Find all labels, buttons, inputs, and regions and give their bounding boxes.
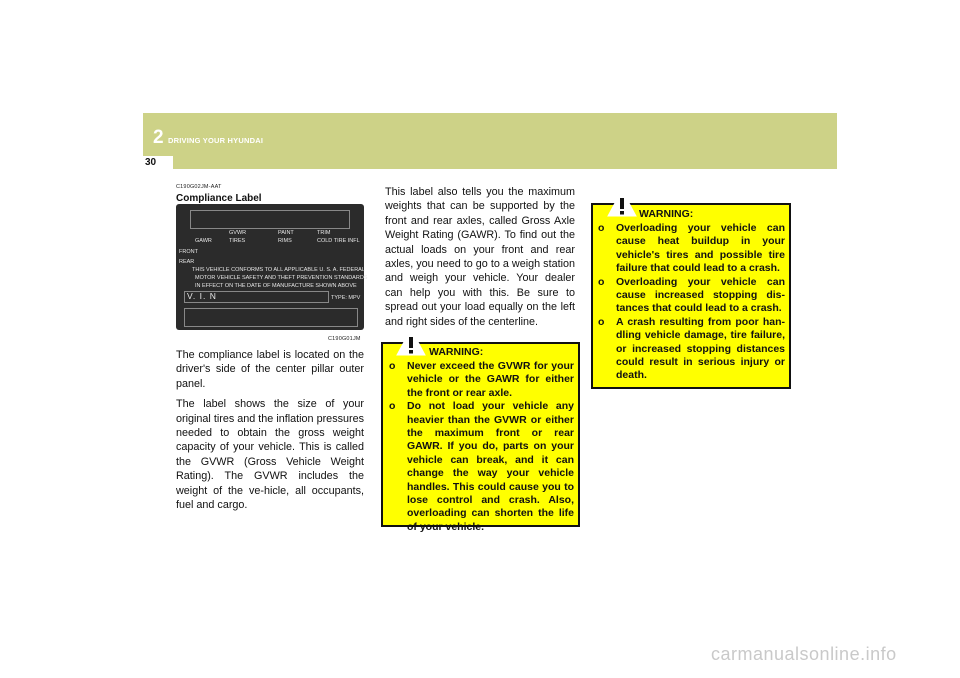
- label-col-paint: PAINT: [278, 230, 294, 236]
- warning-item: o Do not load your vehicle any heavier than the GVWR or either the maximum front or rear GAWR. If you do, parts on your vehicle can break, and it can change the way your vehicle handles. This could cause you to lose control and crash. Also, overloading can shorten the life of your vehicle.: [389, 400, 574, 533]
- warning-list-overloading: [598, 222, 785, 383]
- label-row-rear: REAR: [179, 259, 195, 265]
- watermark: carmanualsonline.info: [711, 644, 897, 664]
- label-row-gawr: GAWR: [195, 238, 212, 244]
- warning-item: o A crash resulting from poor han-dling vehicle damage, tire failure, or increased stopping distances could result in serious injury or death.: [598, 315, 785, 382]
- bullet-icon: o: [598, 315, 605, 328]
- warning-list-axle: [389, 360, 574, 534]
- image-code: C190G01JM: [328, 336, 361, 342]
- vin-label: V. I. N: [187, 291, 217, 301]
- label-col-cold-tire: COLD TIRE INFL: [317, 238, 360, 244]
- compliance-label-image: [176, 204, 368, 330]
- label-col-rims: RIMS: [278, 238, 292, 244]
- warning-box-axle: [381, 342, 580, 533]
- warning-triangle-icon: [607, 189, 637, 217]
- label-col-trim: TRIM: [317, 230, 331, 236]
- section-title: Compliance Label: [176, 193, 262, 204]
- bullet-icon: o: [389, 360, 396, 372]
- left-paragraph-1: The compliance label is located on the driver's side of the center pillar outer panel.: [176, 349, 364, 390]
- middle-paragraph-1: This label also tells you the maximum weights that can be supported by the front and rear axles, called Gross Axle Weight Rating (GAWR). To find out the actual loads on your front and rear axles, you need to go to a weigh station and weigh your vehicle. Your dealer can help you with this. Be sure to spread out your load equally on the left and right sides of the centerline.: [385, 186, 575, 328]
- label-bottom-box: [184, 308, 358, 327]
- warning-item: o Overloading your vehicle can cause increased stopping dis-tances that could lead to a crash.: [598, 275, 785, 315]
- warning-triangle-icon: [396, 328, 426, 356]
- warning-box-overloading: [591, 203, 791, 389]
- chapter-number: 2: [153, 127, 164, 148]
- left-paragraph-2: The label shows the size of your original tires and the inflation pressures needed to obtain the gross weight capacity of your vehicle. This is called the GVWR (Gross Vehicle Weight Rating). The GVWR includes the weight of the ve-hicle, all occupants, fuel and cargo.: [176, 398, 364, 512]
- label-statement-2: MOTOR VEHICLE SAFETY AND THEFT PREVENTION STANDARDS: [195, 275, 368, 281]
- page-number: 30: [145, 157, 157, 168]
- warning-item: o Overloading your vehicle can cause heat buildup in your vehicle's tires and possible tire failure that could lead to a crash.: [598, 222, 785, 275]
- warning-item: o Never exceed the GVWR for your vehicle or the GAWR for either the front or rear axle.: [389, 360, 574, 399]
- warning-title: WARNING:: [429, 346, 484, 358]
- label-col-gvwr: GVWR: [229, 230, 247, 236]
- label-col-tires: TIRES: [229, 238, 246, 244]
- label-row-front: FRONT: [179, 249, 198, 255]
- label-statement-1: THIS VEHICLE CONFORMS TO ALL APPLICABLE U. S. A. FEDERAL: [192, 267, 365, 273]
- label-type: TYPE: MPV: [331, 295, 361, 301]
- left-column-text: [176, 348, 364, 512]
- bullet-icon: o: [598, 275, 605, 288]
- label-statement-3: IN EFFECT ON THE DATE OF MANUFACTURE SHOWN ABOVE: [195, 283, 357, 289]
- bullet-icon: o: [389, 400, 396, 413]
- bullet-icon: o: [598, 222, 605, 234]
- middle-column-text: [385, 185, 575, 329]
- warning-title: WARNING:: [639, 208, 694, 220]
- section-code: C190G02JM-AAT: [176, 184, 222, 190]
- chapter-title: DRIVING YOUR HYUNDAI: [168, 136, 264, 145]
- label-top-box: [190, 210, 350, 229]
